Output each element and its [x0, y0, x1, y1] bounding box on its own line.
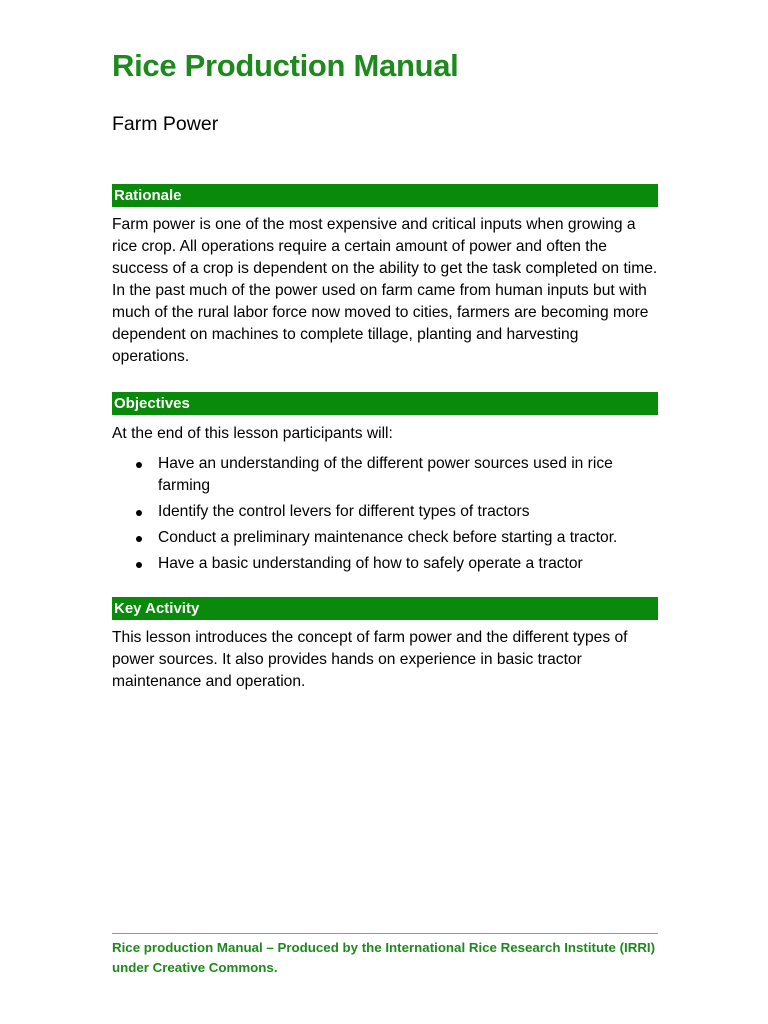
- objectives-list: [112, 453, 658, 579]
- section-heading-key-activity: Key Activity: [112, 597, 658, 620]
- objective-text: Identify the control levers for different types of tractors: [158, 503, 530, 520]
- bullet-icon: [136, 462, 142, 468]
- list-item: [112, 527, 658, 549]
- objectives-intro: At the end of this lesson participants will:: [112, 425, 393, 442]
- rationale-paragraph: Farm power is one of the most expensive and critical inputs when growing a rice crop. All operations require a certain amount of power and often the success of a crop is dependent on the ability to get the task completed on time. In the past much of the power used on farm came from human inputs but with much of the rural labor force now moved to cities, farmers are becoming more dependent on machines to complete tillage, planting and harvesting operations.: [112, 216, 658, 365]
- section-heading-rationale: Rationale: [112, 184, 658, 207]
- bullet-icon: [136, 510, 142, 516]
- document-page: [112, 0, 658, 1024]
- key-activity-paragraph: This lesson introduces the concept of farm power and the different types of power sources. It also provides hands on experience in basic tractor maintenance and operation.: [112, 629, 628, 690]
- bullet-icon: [136, 536, 142, 542]
- list-item: [112, 553, 658, 575]
- section-heading-objectives: Objectives: [112, 392, 658, 415]
- objective-text: Conduct a preliminary maintenance check before starting a tractor.: [158, 529, 618, 546]
- list-item: [112, 501, 658, 523]
- footer-rule: [112, 933, 658, 934]
- footer-credit: Rice production Manual – Produced by the International Rice Research Institute (IRRI) under Creative Commons.: [112, 940, 656, 975]
- document-title: Rice Production Manual: [112, 48, 459, 83]
- bullet-icon: [136, 562, 142, 568]
- objective-text: Have a basic understanding of how to safely operate a tractor: [158, 555, 583, 572]
- list-item: [112, 453, 658, 497]
- objective-text: Have an understanding of the different power sources used in rice farming: [158, 455, 613, 494]
- document-subtitle: Farm Power: [112, 113, 219, 135]
